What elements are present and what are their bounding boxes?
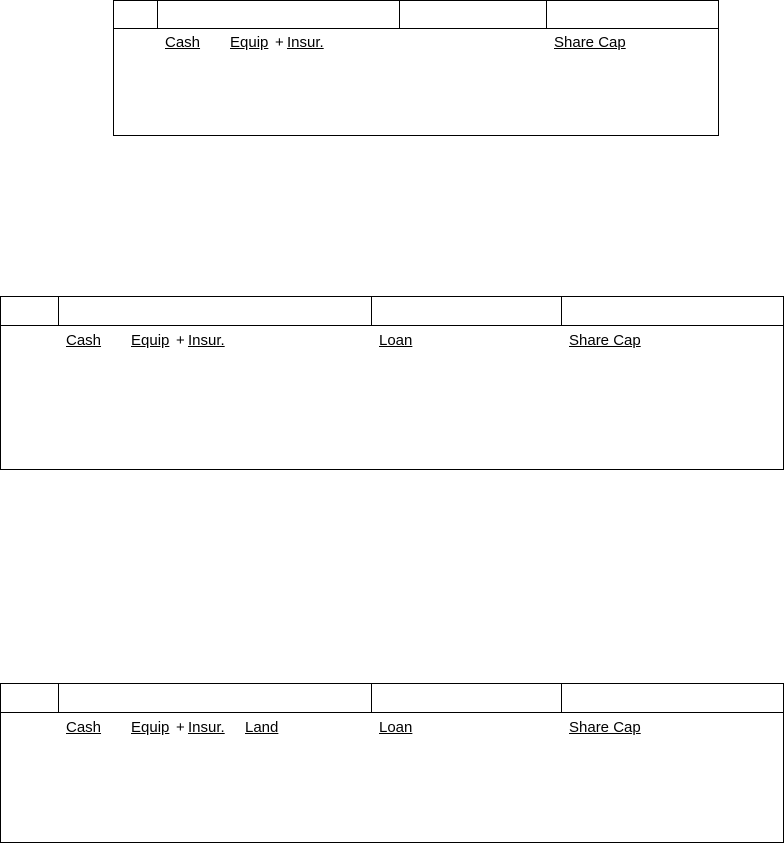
column-divider — [371, 684, 372, 713]
column-divider — [58, 297, 59, 326]
table-header-row — [1, 297, 783, 326]
equip-label: Equip — [131, 332, 170, 349]
insur-label: Insur. — [188, 719, 225, 736]
equip-label: Equip — [230, 34, 269, 51]
column-divider — [561, 684, 562, 713]
column-divider — [157, 1, 158, 29]
loan-label: Loan — [379, 332, 413, 349]
accounting-equation-table-2 — [0, 296, 784, 470]
column-divider — [58, 684, 59, 713]
column-divider — [371, 297, 372, 326]
share-cap-label: Share Cap — [554, 34, 626, 51]
table-header-row — [1, 684, 783, 713]
cash-label: Cash — [165, 34, 201, 51]
equip-label: Equip — [131, 719, 170, 736]
plus-sign: + — [176, 332, 185, 349]
share-cap-label: Share Cap — [569, 332, 641, 349]
land-label: Land — [245, 719, 279, 736]
plus-sign: + — [275, 34, 284, 51]
insur-label: Insur. — [287, 34, 324, 51]
accounting-equation-table-1 — [113, 0, 719, 136]
column-divider — [561, 297, 562, 326]
insur-label: Insur. — [188, 332, 225, 349]
table-header-row — [114, 1, 718, 29]
cash-label: Cash — [66, 719, 102, 736]
column-divider — [546, 1, 547, 29]
cash-label: Cash — [66, 332, 102, 349]
column-divider — [399, 1, 400, 29]
accounting-equation-table-3 — [0, 683, 784, 843]
loan-label: Loan — [379, 719, 413, 736]
plus-sign: + — [176, 719, 185, 736]
share-cap-label: Share Cap — [569, 719, 641, 736]
